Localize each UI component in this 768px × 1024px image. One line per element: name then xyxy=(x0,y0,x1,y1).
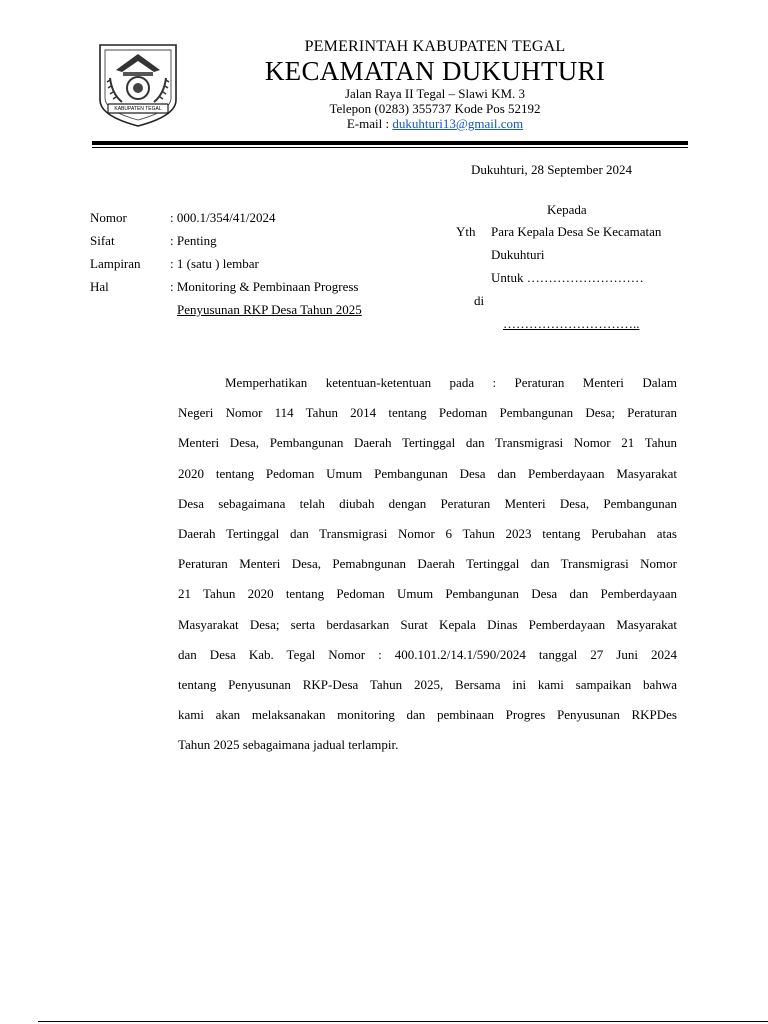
body-line: Daerah Tertinggal dan Transmigrasi Nomor 6 Tahun 2023 tentang Perubahan atas xyxy=(178,525,677,541)
meta-value-lampiran: : 1 (satu ) lembar xyxy=(170,256,259,271)
recipient-line1: Para Kepala Desa Se Kecamatan xyxy=(491,224,662,239)
body-line: Masyarakat Desa; serta berdasarkan Surat Kepala Dinas Pemberdayaan Masyarakat xyxy=(178,616,677,632)
body-line: 2020 tentang Pedoman Umum Pembangunan Desa dan Pemberdayaan Masyarakat xyxy=(178,465,677,481)
email-link[interactable]: dukuhturi13@gmail.com xyxy=(392,116,524,131)
body-line: Tahun 2025 sebagaimana jadual terlampir. xyxy=(178,737,399,753)
recipient-place-dots: ………………………….. xyxy=(503,316,640,331)
body-line: Peraturan Menteri Desa, Pemabngunan Daerah Tertinggal dan Transmigrasi Nomor xyxy=(178,556,677,572)
page-footer-rule xyxy=(38,1021,768,1022)
body-line: kami akan melaksanakan monitoring dan pembinaan Progres Penyusunan RKPDes xyxy=(178,707,677,723)
meta-value-hal: : Monitoring & Pembinaan Progress xyxy=(170,279,359,294)
letterhead-address: Jalan Raya II Tegal – Slawi KM. 3 xyxy=(344,86,526,101)
meta-label-sifat: Sifat xyxy=(90,233,115,248)
body-line: Negeri Nomor 114 Tahun 2014 tentang Pedoman Pembangunan Desa; Peraturan xyxy=(178,405,677,421)
recipient-di: di xyxy=(474,293,485,308)
letterhead-email-line xyxy=(190,116,680,132)
body-line: Memperhatikan ketentuan-ketentuan pada : Peraturan Menteri Dalam xyxy=(225,375,677,390)
recipient-yth: Yth xyxy=(456,224,476,239)
meta-value-sifat: : Penting xyxy=(170,233,217,248)
letterhead-rule-thick xyxy=(92,141,688,145)
letter-date: Dukuhturi, 28 September 2024 xyxy=(471,162,633,177)
regency-emblem-icon xyxy=(96,42,180,128)
recipient-line2: Dukuhturi xyxy=(491,247,545,262)
regency-logo xyxy=(96,42,180,128)
meta-label-lampiran: Lampiran xyxy=(90,256,141,271)
recipient-kepada: Kepada xyxy=(547,202,587,217)
body-line: tentang Penyusunan RKP-Desa Tahun 2025, Bersama ini kami sampaikan bahwa xyxy=(178,676,677,692)
body-line: 21 Tahun 2020 tentang Pedoman Umum Pembangunan Desa dan Pemberdayaan xyxy=(178,586,677,602)
meta-label-nomor: Nomor xyxy=(90,210,127,225)
body-line: Desa sebagaimana telah diubah dengan Peraturan Menteri Desa, Pembangunan xyxy=(178,495,677,511)
letterhead-district: KECAMATAN DUKUHTURI xyxy=(264,56,606,86)
email-label: E-mail : xyxy=(346,116,393,131)
letterhead-rule-thin xyxy=(92,147,688,148)
meta-value-nomor: : 000.1/354/41/2024 xyxy=(170,210,276,225)
letterhead-government: PEMERINTAH KABUPATEN TEGAL xyxy=(304,38,566,55)
meta-value-hal-line2: Penyusunan RKP Desa Tahun 2025 xyxy=(177,302,362,317)
recipient-untuk: Untuk ……………………… xyxy=(491,270,644,285)
body-line: dan Desa Kab. Tegal Nomor : 400.101.2/14.1/590/2024 tanggal 27 Juni 2024 xyxy=(178,646,677,662)
body-line: Menteri Desa, Pembangunan Daerah Tertinggal dan Transmigrasi Nomor 21 Tahun xyxy=(178,435,677,451)
letterhead-phone: Telepon (0283) 355737 Kode Pos 52192 xyxy=(329,101,541,116)
logo-ribbon-text: KABUPATEN TEGAL xyxy=(114,106,162,112)
body-paragraph xyxy=(178,368,677,760)
meta-label-hal: Hal xyxy=(90,279,109,294)
